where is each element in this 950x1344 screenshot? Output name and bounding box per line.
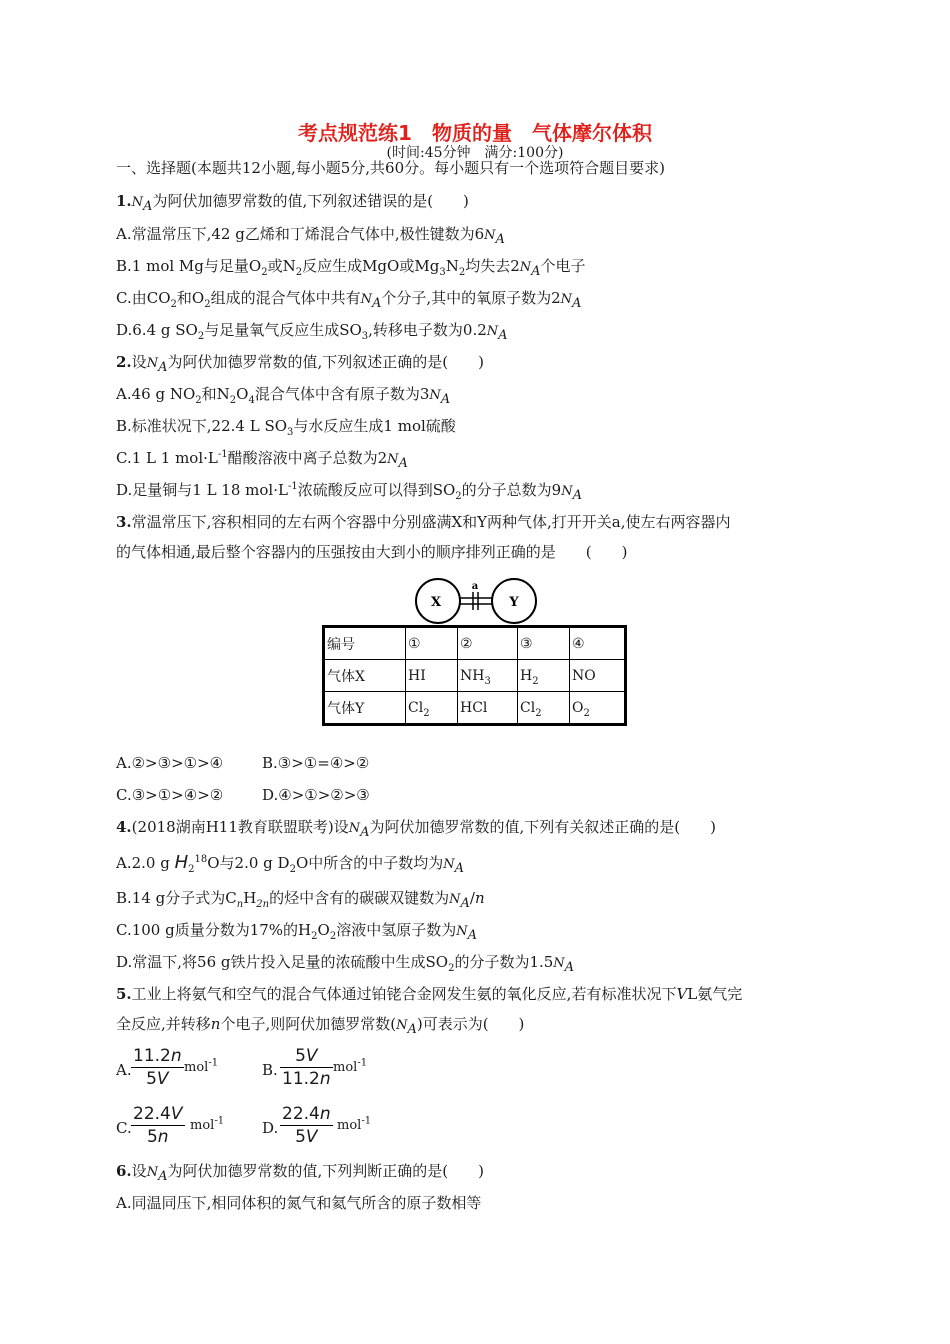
q4-option-c: C.100 g质量分数为17%的$H_2O_2$溶液中氢原子数为$N_A$: [116, 921, 477, 943]
q4-option-b: B.14 g分子式为$C_nH_{2n}$的烃中含有的碳碳双键数为$N_A/n$: [116, 889, 485, 911]
table-cell: HI: [406, 660, 458, 692]
q5-stem-line2: 全反应,并转移n个电子,则阿伏加德罗常数$(N_A)$可表示为( ): [116, 1015, 525, 1037]
q2-option-b: B.标准状况下,22.4 L $SO_3$与水反应生成1 mol硫酸: [116, 417, 456, 438]
q6-option-a: A.同温同压下,相同体积的氮气和氦气所含的原子数相等: [116, 1194, 482, 1212]
table-cell: HCl: [458, 692, 518, 725]
table-row: [324, 692, 626, 725]
q1-option-c: C.由$CO_2$和$O_2$组成的混合气体中共有$N_A$个分子,其中的氧原子数为$2N_A$: [116, 289, 582, 311]
q2-option-d: D.足量铜与1 L 18 $mol\cdot L^{-1}$浓硫酸反应可以得到$SO_2$的分子总数为$9N_A$: [116, 481, 582, 503]
page-subtitle: (时间:45分钟 满分:100分): [386, 145, 564, 161]
table-cell: ①: [406, 627, 458, 660]
q2-stem: 2.设$N_A$为阿伏加德罗常数的值,下列叙述正确的是( ): [116, 353, 484, 375]
q1-option-b: B.1 mol Mg与足量$O_2$或$N_2$反应生成MgO或$Mg_3N_2$均失去$2N_A$个电子: [116, 257, 586, 279]
table-cell: ②: [458, 627, 518, 660]
table-cell: $H_2$: [518, 660, 570, 692]
q3-option-d: D.④>①>②>③: [262, 786, 370, 804]
table-cell: $Cl_2$: [518, 692, 570, 725]
q5-option-c-label: C.: [116, 1119, 132, 1137]
q2-option-a: A.46 g $NO_2$和$N_2O_4$混合气体中含有原子数为$3N_A$: [116, 385, 451, 407]
q5-option-c-unit: mol$^{-1}$: [190, 1115, 225, 1133]
q5-option-d-fraction: $\frac{22.4n}{5V}$: [282, 1104, 331, 1147]
q5-option-d-label: D.: [262, 1119, 279, 1137]
q5-option-c-fraction: $\frac{22.4V}{5n}$: [133, 1104, 183, 1147]
q5-option-a-fraction: $\frac{11.2n}{5V}$: [133, 1046, 182, 1089]
table-cell: 气体X: [324, 660, 406, 692]
q6-stem: 6.设$N_A$为阿伏加德罗常数的值,下列判断正确的是( ): [116, 1162, 484, 1184]
table-cell: ④: [570, 627, 626, 660]
q5-option-a-unit: mol$^{-1}$: [184, 1057, 219, 1075]
q4-option-d: D.常温下,将56 g铁片投入足量的浓硫酸中生成$SO_2$的分子数为$1.5N_A$: [116, 953, 575, 975]
q1-stem: $1.N_A$为阿伏加德罗常数的值,下列叙述错误的是( ): [116, 192, 469, 214]
q3-option-c: C.③>①>④>②: [116, 786, 224, 804]
page-title: 考点规范练1 物质的量 气体摩尔体积: [298, 121, 652, 145]
q4-option-a: A.2.0 g $H_2^{18}O$与2.0 g $D_2O$中所含的中子数均为$N_A$: [116, 852, 465, 876]
table-row: [324, 627, 626, 660]
q1-option-a: A.常温常压下,42 g乙烯和丁烯混合气体中,极性键数为$6N_A$: [116, 225, 505, 247]
gas-container-apparatus: [414, 578, 538, 624]
q3-option-b: B.③>①=④>②: [262, 754, 370, 772]
q5-stem-line1: 5.工业上将氨气和空气的混合气体通过铂铑合金网发生氨的氧化反应,若有标准状况下VL氨气完: [116, 985, 743, 1003]
q3-option-a: A.②>③>①>④: [116, 754, 224, 772]
q5-option-b-fraction: $\frac{5V}{11.2n}$: [282, 1046, 331, 1089]
table-cell: $O_2$: [570, 692, 626, 725]
q5-option-d-unit: mol$^{-1}$: [337, 1115, 372, 1133]
q5-option-a-label: A.: [116, 1061, 132, 1079]
gas-table: [322, 625, 627, 726]
valve-label: a: [471, 581, 479, 592]
section-heading: 一、选择题(本题共12小题,每小题5分,共60分。每小题只有一个选项符合题目要求): [116, 159, 665, 177]
table-cell: $NH_3$: [458, 660, 518, 692]
table-cell: $Cl_2$: [406, 692, 458, 725]
container-x-label: X: [430, 595, 442, 610]
q5-option-b-label: B.: [262, 1061, 278, 1079]
table-cell: 编号: [324, 627, 406, 660]
table-cell: ③: [518, 627, 570, 660]
q1-option-d: D.6.4 g $SO_2$与足量氧气反应生成$SO_3$,转移电子数为$0.2N_A$: [116, 321, 508, 343]
q2-option-c: C.1 L 1 $mol\cdot L^{-1}$醋酸溶液中离子总数为$2N_A$: [116, 449, 408, 471]
table-cell: 气体Y: [324, 692, 406, 725]
table-cell: NO: [570, 660, 626, 692]
q4-stem: 4.(2018湖南H11教育联盟联考)设$N_A$为阿伏加德罗常数的值,下列有关叙述正确的是( ): [116, 818, 716, 840]
q3-stem-line2: 的气体相通,最后整个容器内的压强按由大到小的顺序排列正确的是 ( ): [116, 543, 628, 561]
q5-option-b-unit: mol$^{-1}$: [333, 1057, 368, 1075]
q3-stem-line1: 3.常温常压下,容积相同的左右两个容器中分别盛满X和Y两种气体,打开开关a,使左右两容器内: [116, 513, 731, 531]
container-y-label: Y: [509, 595, 519, 610]
table-row: [324, 660, 626, 692]
